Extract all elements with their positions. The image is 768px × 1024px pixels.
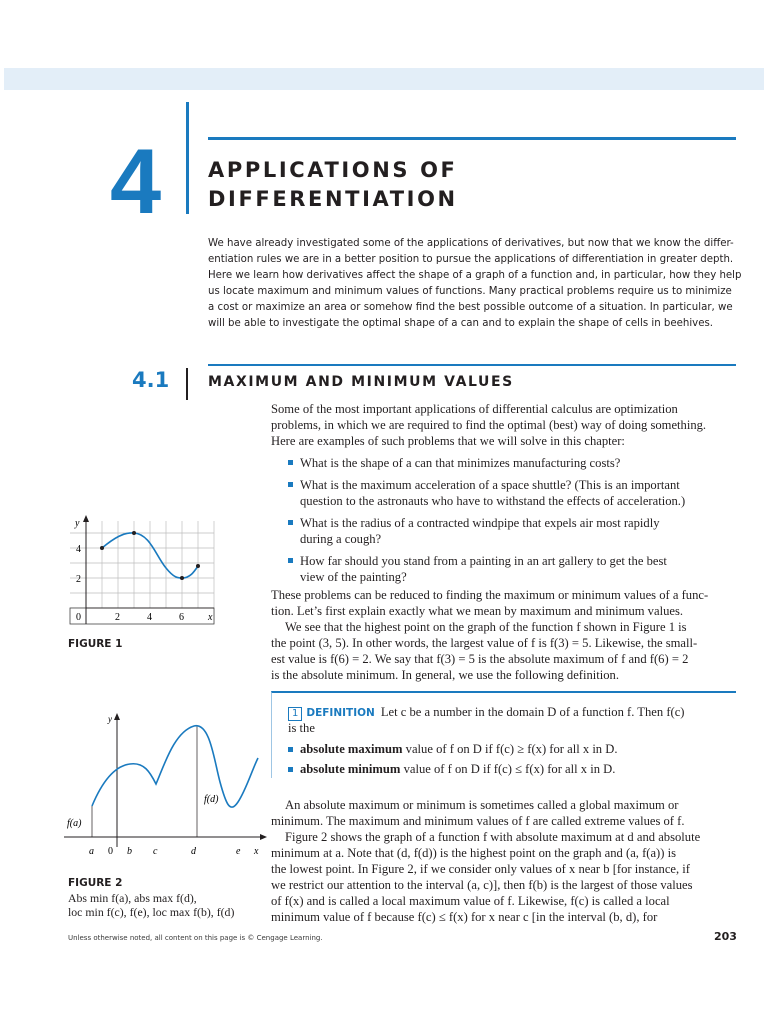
chapter-number: 4 bbox=[110, 131, 159, 233]
list-item-text: How far should you stand from a painting in an art gallery to get the best bbox=[300, 554, 667, 568]
figure-1-x-tick: 2 bbox=[115, 612, 120, 623]
figure-2-fd-label: f(d) bbox=[204, 794, 219, 805]
figure-1-min-point bbox=[180, 576, 184, 580]
bullet-square-icon bbox=[288, 482, 293, 487]
list-item-text: during a cough? bbox=[300, 532, 382, 546]
figure-2-x-tick-b: b bbox=[127, 846, 132, 857]
figure-2-origin: 0 bbox=[108, 846, 113, 857]
text-line: we restrict our attention to the interval (a, c)], then f(b) is the largest of those values bbox=[271, 878, 693, 892]
bullet-square-icon bbox=[288, 767, 293, 772]
text-line: the point (3, 5). In other words, the largest value of f is f(3) = 5. Likewise, the small- bbox=[271, 636, 698, 650]
figure-2-x-tick-c: c bbox=[153, 846, 158, 857]
figure-1-max-point bbox=[132, 531, 136, 535]
intro-line: will be able to investigate the optimal shape of a can and to explain the shape of cells in beehives. bbox=[208, 318, 714, 329]
list-item-text: What is the radius of a contracted windpipe that expels air most rapidly bbox=[300, 516, 660, 530]
text-line: These problems can be reduced to finding the maximum or minimum values of a func- bbox=[271, 588, 709, 602]
list-item bbox=[288, 455, 736, 471]
figure-2-x-arrow-icon bbox=[260, 834, 267, 840]
figure-1-x-tick: 6 bbox=[179, 612, 184, 623]
text-line: tion. Let’s first explain exactly what we mean by maximum and minimum values. bbox=[271, 604, 684, 618]
paragraph-definition-lead bbox=[271, 587, 736, 683]
figure-2-y-arrow-icon bbox=[114, 713, 120, 720]
chapter-title-line: APPLICATIONS OF bbox=[208, 158, 458, 182]
text-line: An absolute maximum or minimum is sometimes called a global maximum or bbox=[285, 798, 679, 812]
definition-text: Let c be a number in the domain D of a function f. Then f(c) bbox=[380, 705, 685, 719]
text-line: Figure 2 shows the graph of a function f with absolute maximum at d and absolute bbox=[285, 830, 701, 844]
section-number: 4.1 bbox=[132, 368, 170, 392]
bullet-list bbox=[288, 455, 736, 591]
paragraph-extreme-values bbox=[271, 797, 736, 925]
text-line: minimum. The maximum and minimum values of f are called extreme values of f. bbox=[271, 814, 685, 828]
text-line: the lowest point. In Figure 2, if we consider only values of x near b [for instance, if bbox=[271, 862, 690, 876]
page-number: 203 bbox=[714, 930, 737, 943]
figure-1-y-arrow-icon bbox=[83, 515, 89, 522]
figure-2-label: FIGURE 2 bbox=[68, 877, 123, 889]
list-item-text: What is the shape of a can that minimizes manufacturing costs? bbox=[300, 456, 621, 470]
figure-2-x-tick-e: e bbox=[236, 846, 241, 857]
definition-heading bbox=[288, 705, 685, 721]
text-line: of f(x) and is called a local maximum value of f. Likewise, f(c) is called a local bbox=[271, 894, 670, 908]
bullet-square-icon bbox=[288, 747, 293, 752]
figure-1-axis-frame bbox=[70, 608, 214, 624]
list-item-text: question to the astronauts who have to withstand the effects of acceleration.) bbox=[300, 494, 686, 508]
figure-1-y-tick: 2 bbox=[76, 574, 81, 585]
intro-line: a cost or maximize an area or somehow find the best possible outcome of a situation. In particular, we bbox=[208, 302, 733, 313]
list-item-text: view of the painting? bbox=[300, 570, 407, 584]
list-item bbox=[288, 477, 736, 509]
section-title: MAXIMUM AND MINIMUM VALUES bbox=[208, 374, 514, 390]
section-rule bbox=[208, 364, 736, 366]
text-line: is the absolute minimum. In general, we use the following definition. bbox=[271, 668, 620, 682]
figure-2-caption bbox=[68, 891, 234, 919]
figure-1-origin: 0 bbox=[76, 612, 81, 623]
figure-2-graph bbox=[64, 710, 268, 862]
term-absolute-maximum: absolute maximum bbox=[300, 742, 403, 756]
definition-item bbox=[288, 762, 615, 777]
term-absolute-minimum: absolute minimum bbox=[300, 762, 401, 776]
figure-2-x-label: x bbox=[254, 846, 259, 857]
definition-label: DEFINITION bbox=[306, 707, 375, 719]
definition-text: is the bbox=[288, 721, 315, 735]
figure-1-y-tick: 4 bbox=[76, 544, 81, 555]
intro-line: Here we learn how derivatives affect the shape of a graph of a function and, in particular, how they help bbox=[208, 270, 742, 281]
bullet-square-icon bbox=[288, 520, 293, 525]
definition-box bbox=[271, 691, 736, 778]
chapter-divider bbox=[186, 102, 189, 214]
text-line: We see that the highest point on the graph of the function f shown in Figure 1 is bbox=[285, 620, 687, 634]
definition-number: 1 bbox=[288, 707, 302, 721]
section-divider bbox=[186, 368, 188, 400]
intro-line: entiation rules we are in a better position to pursue the applications of differentiation in greater depth. bbox=[208, 254, 734, 265]
text-line: est value is f(6) = 2. We say that f(3) = 5 is the absolute maximum of f and f(6) = 2 bbox=[271, 652, 689, 666]
figure-1-label: FIGURE 1 bbox=[68, 638, 123, 650]
definition-item-text: value of f on D if f(c) ≤ f(x) for all x in D. bbox=[400, 762, 616, 776]
figure-1-endpoint bbox=[196, 564, 200, 568]
figure-1-x-label: x bbox=[208, 612, 213, 623]
bullet-square-icon bbox=[288, 460, 293, 465]
figure-1-x-tick: 4 bbox=[147, 612, 152, 623]
definition-item-text: value of f on D if f(c) ≥ f(x) for all x in D. bbox=[402, 742, 618, 756]
chapter-title-line: DIFFERENTIATION bbox=[208, 187, 458, 211]
figure-2-fa-label bbox=[67, 818, 82, 829]
chapter-title bbox=[208, 156, 458, 214]
figure-1-y-label: y bbox=[75, 518, 80, 529]
list-item bbox=[288, 515, 736, 547]
intro-line: We have already investigated some of the applications of derivatives, but now that we know the differ- bbox=[208, 238, 734, 249]
bullet-square-icon bbox=[288, 558, 293, 563]
figure-2-y-label: y bbox=[108, 714, 112, 724]
figure-1-graph bbox=[62, 512, 222, 630]
caption-line: Abs min f(a), abs max f(d), bbox=[68, 891, 197, 905]
caption-line: loc min f(c), f(e), loc max f(b), f(d) bbox=[68, 905, 235, 919]
text-line: Some of the most important applications of differential calculus are optimization bbox=[271, 402, 678, 416]
intro-line: us locate maximum and minimum values of functions. Many practical problems require us to minimize bbox=[208, 286, 732, 297]
copyright-footer: Unless otherwise noted, all content on this page is © Cengage Learning. bbox=[68, 934, 323, 942]
list-item-text: What is the maximum acceleration of a space shuttle? (This is an important bbox=[300, 478, 680, 492]
figure-1-endpoint bbox=[100, 546, 104, 550]
figure-2-x-tick-a: a bbox=[89, 846, 94, 857]
figure-2-fa-text: f(a) bbox=[67, 818, 82, 829]
figure-2-x-tick-d: d bbox=[191, 846, 196, 857]
text-line: Here are examples of such problems that we will solve in this chapter: bbox=[271, 434, 625, 448]
list-item bbox=[288, 553, 736, 585]
text-line: problems, in which we are required to find the optimal (best) way of doing something. bbox=[271, 418, 707, 432]
chapter-rule bbox=[208, 137, 736, 140]
paragraph-intro bbox=[271, 401, 736, 449]
text-line: minimum at a. Note that (d, f(d)) is the highest point on the graph and (a, f(a)) is bbox=[271, 846, 676, 860]
header-band bbox=[4, 68, 764, 90]
chapter-intro bbox=[208, 236, 742, 332]
definition-item bbox=[288, 742, 618, 757]
text-line: minimum value of f because f(c) ≤ f(x) for x near c [in the interval (b, d), for bbox=[271, 910, 658, 924]
